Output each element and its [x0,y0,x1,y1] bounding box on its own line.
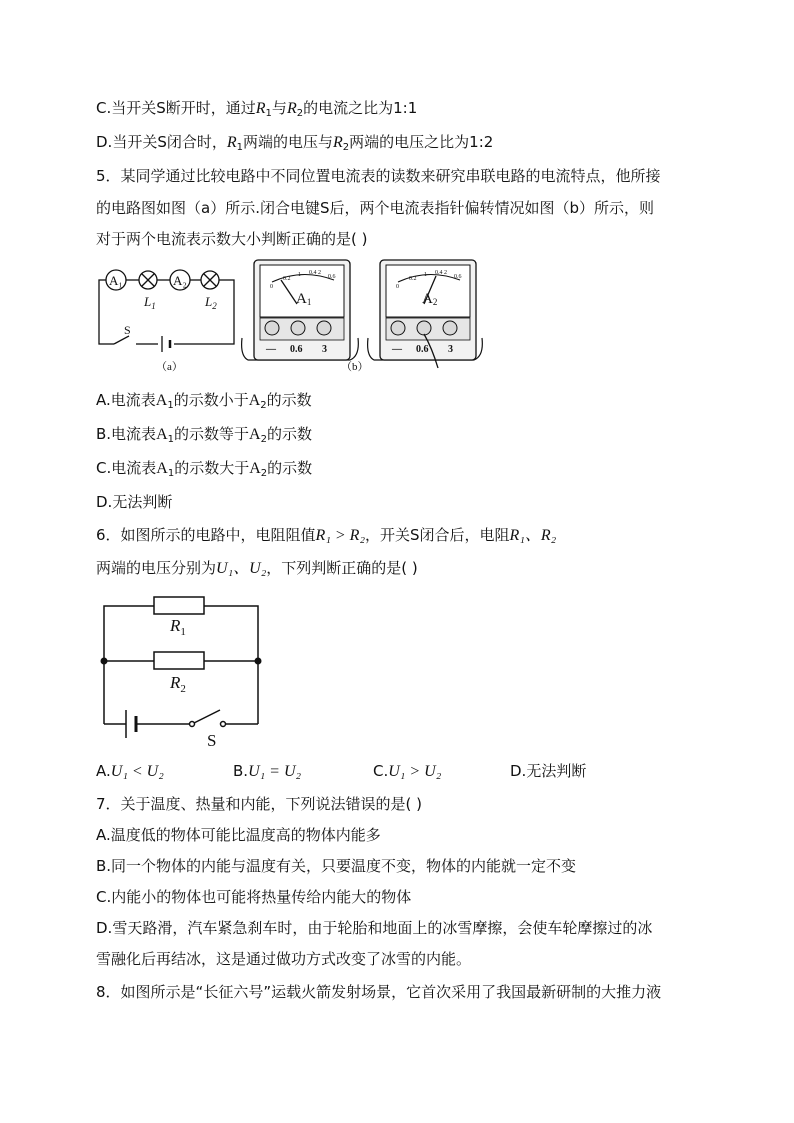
resistor-r1 [154,597,204,614]
svg-text:2: 2 [444,270,447,276]
q6-circuit-figure [96,590,268,750]
label-r2: $R_2$ [170,673,186,695]
q6-option-a: A.U₁ < U₂ [96,762,164,780]
q7-option-b: B.同一个物体的内能与温度有关，只要温度不变，物体的内能就一定不变 [96,857,577,875]
caption-b: （b） [341,361,369,373]
label-l2: $L_2$ [205,294,217,311]
q5-figure [94,256,514,380]
svg-text:0.6: 0.6 [290,344,303,355]
q5-stem-line2: 的电路图如图（a）所示.闭合电键S后，两个电流表指针偏转情况如图（b）所示，则 [96,199,655,217]
switch-s-blade [194,710,220,723]
meter-a1-label: A1 [296,291,312,307]
q7-stem: 7．关于温度、热量和内能，下列说法错误的是( ) [96,795,423,813]
svg-text:0: 0 [396,284,399,290]
resistor-r2 [154,652,204,669]
svg-text:0.2: 0.2 [283,276,291,282]
label-s: S [207,731,217,750]
svg-text:1: 1 [298,272,301,278]
svg-text:1: 1 [424,272,427,278]
q7-option-c: C.内能小的物体也可能将热量传给内能大的物体 [96,888,412,906]
q4-option-c: C.当开关S断开时，通过$R_1$与$R_2$的电流之比为1:1 [96,99,418,119]
label-s: S [124,323,131,337]
caption-a: （a） [156,361,183,373]
svg-text:0.4: 0.4 [435,270,443,276]
svg-text:2: 2 [318,270,321,276]
svg-text:0.4: 0.4 [309,270,317,276]
q6-option-b: B.U₁ = U₂ [233,762,302,780]
q8-stem-line1: 8．如图所示是“长征六号”运载火箭发射场景，它首次采用了我国最新研制的大推力液 [96,983,662,1001]
q7-option-d-line1: D.雪天路滑，汽车紧急刹车时，由于轮胎和地面上的冰雪摩擦，会使车轮摩擦过的冰 [96,919,653,937]
svg-text:0.6: 0.6 [416,344,429,355]
q5-option-a: A.电流表$A_1$的示数小于$A_2$的示数 [96,391,312,411]
q5-option-d: D.无法判断 [96,493,173,511]
svg-text:0.6: 0.6 [328,274,336,280]
label-a2: A₂ [173,273,187,288]
q7-option-a: A.温度低的物体可能比温度高的物体内能多 [96,826,381,844]
junction-left [101,658,108,665]
q5-stem-line1: 5．某同学通过比较电路中不同位置电流表的读数来研究串联电路的电流特点，他所接 [96,167,661,185]
svg-text:3: 3 [448,344,453,355]
q5-meter-a1 [242,260,359,360]
q6-stem-line1: 6．如图所示的电路中，电阻阻值R₁ > R₂，开关S闭合后，电阻R₁、R₂ [96,526,557,544]
label-a1: A₁ [109,273,123,288]
svg-text:0.2: 0.2 [409,276,417,282]
svg-text:—: — [392,344,402,355]
q7-option-d-line2: 雪融化后再结冰，这是通过做功方式改变了冰雪的内能。 [96,950,472,968]
junction-right [255,658,262,665]
q4-option-d: D.当开关S闭合时，$R_1$两端的电压与$R_2$两端的电压之比为1:2 [96,133,494,153]
q5-option-c: C.电流表$A_1$的示数大于$A_2$的示数 [96,459,313,479]
q5-option-b: B.电流表$A_1$的示数等于$A_2$的示数 [96,425,312,445]
q5-stem-line3: 对于两个电流表示数大小判断正确的是( ) [96,230,368,248]
q6-option-c: C.U₁ > U₂ [373,762,442,780]
q6-option-d: D.无法判断 [510,762,587,780]
svg-text:3: 3 [322,344,327,355]
label-l1: $L_1$ [144,294,156,311]
svg-text:0: 0 [270,284,273,290]
svg-text:—: — [266,344,276,355]
label-r1: $R_1$ [170,616,186,638]
meter-a2-label: A2 [422,291,438,307]
svg-text:0.6: 0.6 [454,274,462,280]
q5-meter-a2 [368,260,483,368]
q6-stem-line2: 两端的电压分别为U₁、U₂，下列判断正确的是( ) [96,559,418,577]
